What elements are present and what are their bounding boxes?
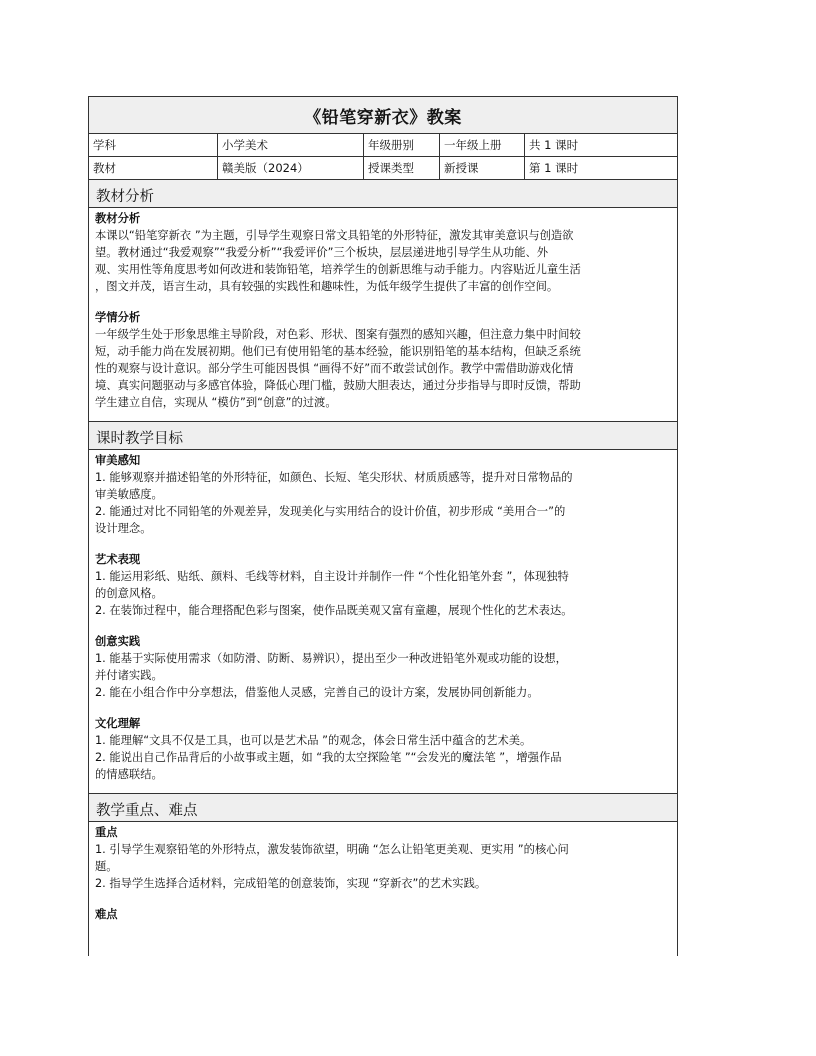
objective-group-title: 文化理解 [95,717,141,730]
lesson-type-value: 新授课 [440,157,525,179]
objective-line: 的情感联结。 [95,768,163,781]
current-period: 第 1 课时 [529,161,579,175]
material-line: 本课以“铅笔穿新衣 ”为主题，引导学生观察日常文具铅笔的外形特征，激发其审美意识与创造欲 [95,229,574,242]
objective-line: 并付诸实践。 [95,669,163,682]
grade-label: 年级册别 [364,134,440,156]
objective-line: 1. 能够观察并描述铅笔的外形特征，如颜色、长短、笔尖形状、材质质感等，提升对日常物品的 [95,471,573,484]
textbook-label: 教材 [89,157,218,179]
student-analysis-title: 学情分析 [95,311,141,324]
subject-value: 小学美术 [218,134,364,156]
focus-line: 1. 引导学生观察铅笔的外形特点，激发装饰欲望，明确 “怎么让铅笔更美观、更实用 ”的核心问 [95,843,569,856]
lesson-type-label: 授课类型 [364,157,440,179]
objective-line: 2. 在装饰过程中，能合理搭配色彩与图案，使作品既美观又富有童趣，展现个性化的艺术表达。 [95,604,573,617]
focus-line: 题。 [95,860,118,873]
section-objectives [89,450,677,794]
section-key-points [89,822,677,933]
section-analysis [89,208,677,422]
subject-label: 学科 [89,134,218,156]
student-line: 境、真实问题驱动与多感官体验，降低心理门槛，鼓励大胆表达，通过分步指导与即时反馈，帮助 [95,379,581,392]
objective-line: 的创意风格。 [95,587,163,600]
objective-group-title: 艺术表现 [95,553,141,566]
objective-group-title: 创意实践 [95,635,141,648]
objective-line: 1. 能基于实际使用需求（如防滑、防断、易辨识），提出至少一种改进铅笔外观或功能的设想， [95,652,567,665]
objective-line: 1. 能理解“文具不仅是工具，也可以是艺术品 ”的观念，体会日常生活中蕴含的艺术美。 [95,734,532,747]
grade-value: 一年级上册 [440,134,525,156]
material-line: 望。教材通过“我爱观察”“我爱分析”“我爱评价”三个板块，层层递进地引导学生从功能、外 [95,246,549,259]
objective-line: 设计理念。 [95,522,152,535]
objective-line: 审美敏感度。 [95,488,163,501]
total-periods: 共 1 课时 [529,138,579,152]
difficulty-title: 难点 [95,908,118,921]
textbook-value: 赣美版（2024） [218,157,364,179]
objective-line: 2. 能通过对比不同铅笔的外观差异，发现美化与实用结合的设计价值，初步形成 “美用合一”的 [95,505,566,518]
student-line: 一年级学生处于形象思维主导阶段，对色彩、形状、图案有强烈的感知兴趣，但注意力集中时间较 [95,328,581,341]
student-line: 性的观察与设计意识。部分学生可能因畏惧 “画得不好”而不敢尝试创作。教学中需借助游戏化情 [95,362,574,375]
info-row-subject [89,134,677,157]
focus-line: 2. 指导学生选择合适材料，完成铅笔的创意装饰，实现 “穿新衣”的艺术实践。 [95,877,487,890]
info-row-textbook [89,157,677,180]
material-analysis-title: 教材分析 [95,212,141,225]
section-heading-key-points: 教学重点、难点 [89,794,677,822]
focus-title: 重点 [95,826,118,839]
objective-line: 2. 能说出自己作品背后的小故事或主题，如 “我的太空探险笔 ”“会发光的魔法笔 ”，增强作品 [95,751,562,764]
student-line: 学生建立自信，实现从 “模仿”到“创意”的过渡。 [95,396,337,409]
objective-line: 2. 能在小组合作中分享想法，借鉴他人灵感，完善自己的设计方案，发展协同创新能力。 [95,686,539,699]
lesson-plan-document [88,96,678,956]
material-line: 观、实用性等角度思考如何改进和装饰铅笔，培养学生的创新思维与动手能力。内容贴近儿童生活 [95,263,581,276]
objective-group-title: 审美感知 [95,454,141,467]
section-heading-objectives: 课时教学目标 [89,422,677,450]
objective-line: 1. 能运用彩纸、贴纸、颜料、毛线等材料，自主设计并制作一件 “个性化铅笔外套 ”，体现独特 [95,570,569,583]
student-line: 短，动手能力尚在发展初期。他们已有使用铅笔的基本经验，能识别铅笔的基本结构，但缺乏系统 [95,345,581,358]
material-line: ，图文并茂，语言生动，具有较强的实践性和趣味性，为低年级学生提供了丰富的创作空间。 [95,280,559,293]
section-heading-analysis: 教材分析 [89,180,677,208]
document-title: 《铅笔穿新衣》教案 [89,97,677,134]
